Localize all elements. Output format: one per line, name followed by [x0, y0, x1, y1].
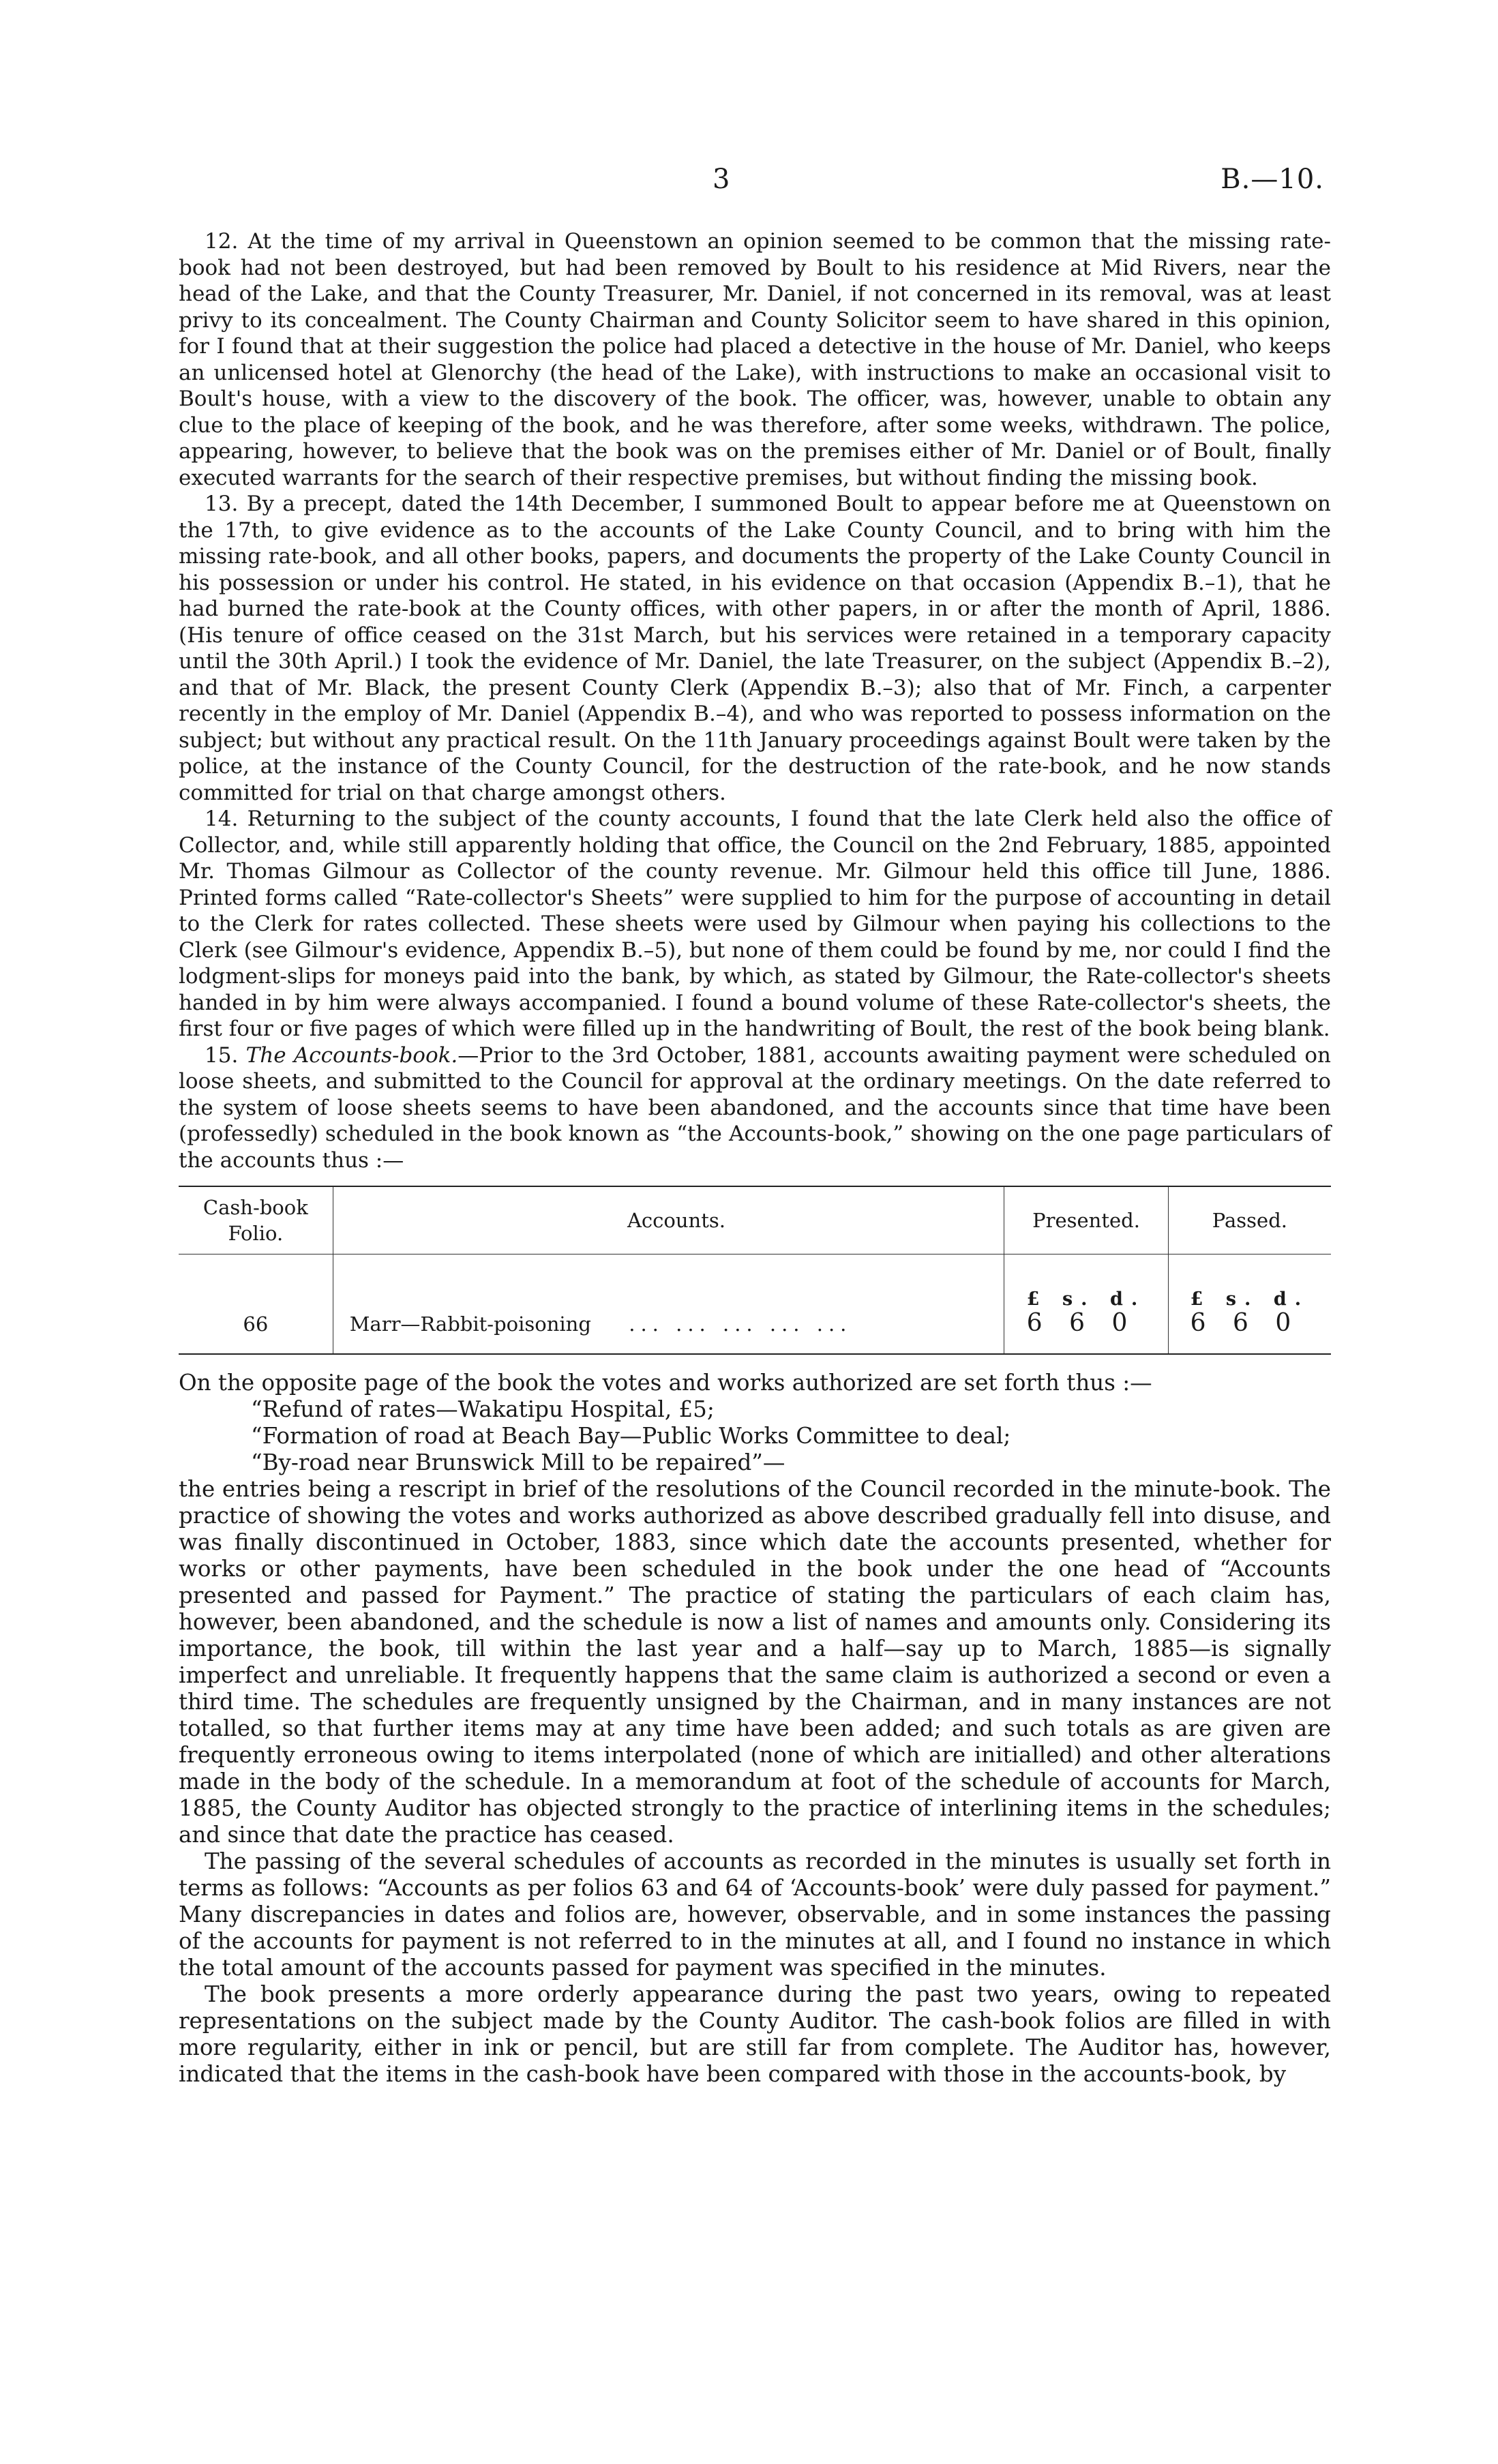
currency-units: £ s. d.	[1190, 1288, 1310, 1310]
currency-units: £ s. d.	[1026, 1288, 1146, 1310]
table-header-row	[179, 1187, 1331, 1254]
presented-value: 6 6 0	[1026, 1308, 1137, 1337]
paragraph-15-heading: The Accounts-book.	[245, 1042, 458, 1068]
continuation-block	[179, 1370, 1331, 2088]
cell-presented	[1004, 1254, 1169, 1354]
cell-passed	[1168, 1254, 1331, 1354]
accounts-table	[179, 1187, 1331, 1353]
quote-line: “Refund of rates—Wakatipu Hospital, £5;	[251, 1396, 715, 1422]
accounts-table-container	[179, 1186, 1331, 1355]
header-cash-book-folio: Cash-book Folio.	[179, 1187, 333, 1254]
after-table-intro: On the opposite page of the book the votes and works authorized are set forth thus :—	[179, 1370, 1152, 1396]
page-number: 3	[713, 164, 730, 195]
header-presented: Presented.	[1004, 1187, 1169, 1254]
account-name: Marr—Rabbit-poisoning	[349, 1312, 591, 1336]
quote-line: “By-road near Brunswick Mill to be repaired”—	[251, 1449, 785, 1475]
orderly-appearance-paragraph: The book presents a more orderly appearance during the past two years, owing to repeated representations on the subject made by the County Auditor. The cash-book folios are filled in with more regularity, either in ink or pencil, but are still far from complete. The Auditor has, however, indicated that the items in the cash-book have been compared with those in the accounts-book, by	[179, 1981, 1331, 2087]
passed-value: 6 6 0	[1190, 1308, 1301, 1337]
quote-line: “Formation of road at Beach Bay—Public Works Committee to deal;	[251, 1423, 1011, 1449]
accounts-passing-paragraph: The passing of the several schedules of accounts as recorded in the minutes is usually set forth in terms as follows: “Accounts as per folios 63 and 64 of ‘Accounts-book’ were duly passed for payment.” Many discrepancies in dates and folios are, however, observable, and in some instances the passing of the accounts for payment is not referred to in the minutes at all, and I found no instance in which the total amount of the accounts passed for payment was specified in the minutes.	[179, 1848, 1331, 1981]
presented-amount	[1027, 1289, 1145, 1337]
paragraph-14: 14. Returning to the subject of the county accounts, I found that the late Clerk held also the office of Collector, and, while still apparently holding that office, the Council on the 2nd February, 1885, appointed Mr. Thomas Gilmour as Collector of the county revenue. Mr. Gilmour held this office till June, 1886. Printed forms called “Rate-collector's Sheets” were supplied to him for the purpose of accounting in detail to the Clerk for rates collected. These sheets were used by Gilmour when paying his collections to the Clerk (see Gilmour's evidence, Appendix B.–5), but none of them could be found by me, nor could I find the lodgment-slips for moneys paid into the bank, by which, as stated by Gilmour, the Rate-collector's sheets handed in by him were always accompanied. I found a bound volume of these Rate-collector's sheets, the first four or five pages of which were filled up in the handwriting of Boult, the rest of the book being blank.	[179, 807, 1331, 1041]
paragraph-15-text: —Prior to the 3rd October, 1881, accounts awaiting payment were scheduled on loose sheets, and submitted to the Council for approval at the ordinary meetings. On the date referred to the system of loose sheets seems to have been abandoned, and the accounts since that time have been (professedly) scheduled in the book known as “the Accounts-book,” showing on the one page particulars of the accounts thus :—	[179, 1042, 1332, 1173]
continuation-paragraph: the entries being a rescript in brief of the resolutions of the Council recorded in the minute-book. The practice of showing the votes and works authorized as above described gradually fell into disuse, and was finally discontinued in October, 1883, since which date the accounts presented, whether for works or other payments, have been scheduled in the book under the one head of “Accounts presented and passed for Payment.” The practice of stating the particulars of each claim has, however, been abandoned, and the schedule is now a list of names and amounts only. Considering its importance, the book, till within the last year and a half—say up to March, 1885—is signally imperfect and unreliable. It frequently happens that the same claim is authorized a second or even a third time. The schedules are frequently unsigned by the Chairman, and in many instances are not totalled, so that further items may at any time have been added; and such totals as are given are frequently erroneous owing to items interpolated (none of which are initialled) and other alterations made in the body of the schedule. In a memorandum at foot of the schedule of accounts for March, 1885, the County Auditor has objected strongly to the practice of interlining items in the schedules; and since that date the practice has ceased.	[179, 1476, 1331, 1848]
cell-folio: 66	[243, 1312, 269, 1336]
paragraph-15-number: 15.	[205, 1042, 239, 1068]
page-body	[179, 228, 1331, 2088]
paragraph-12: 12. At the time of my arrival in Queenstown an opinion seemed to be common that the missing rate-book had not been destroyed, but had been removed by Boult to his residence at Mid Rivers, near the head of the Lake, and that the County Treasurer, Mr. Daniel, if not concerned in its removal, was at least privy to its concealment. The County Chairman and County Solicitor seem to have shared in this opinion, for I found that at their suggestion the police had placed a detective in the house of Mr. Daniel, who keeps an unlicensed hotel at Glenorchy (the head of the Lake), with instructions to make an occasional visit to Boult's house, with a view to the discovery of the book. The officer, was, however, unable to obtain any clue to the place of keeping of the book, and he was therefore, after some weeks, withdrawn. The police, appearing, however, to believe that the book was on the premises either of Mr. Daniel or of Boult, finally executed warrants for the search of their respective premises, but without finding the missing book.	[179, 229, 1331, 490]
passed-amount	[1190, 1289, 1309, 1337]
leader-dots: ... ... ... ... ...	[629, 1312, 852, 1336]
header-passed: Passed.	[1168, 1187, 1331, 1254]
table-row	[179, 1254, 1331, 1354]
cell-account	[333, 1254, 1004, 1354]
page-header	[0, 164, 1498, 205]
document-reference: B.—10.	[1220, 164, 1324, 195]
paragraph-15	[179, 1042, 1331, 1174]
header-accounts: Accounts.	[333, 1187, 1004, 1254]
paragraph-13: 13. By a precept, dated the 14th December, I summoned Boult to appear before me at Queenstown on the 17th, to give evidence as to the accounts of the Lake County Council, and to bring with him the missing rate-book, and all other books, papers, and documents the property of the Lake County Council in his possession or under his control. He stated, in his evidence on that occasion (Appendix B.–1), that he had burned the rate-book at the County offices, with other papers, in or after the month of April, 1886. (His tenure of office ceased on the 31st March, but his services were retained in a temporary capacity until the 30th April.) I took the evidence of Mr. Daniel, the late Treasurer, on the subject (Appendix B.–2), and that of Mr. Black, the present County Clerk (Appendix B.–3); also that of Mr. Finch, a carpenter recently in the employ of Mr. Daniel (Appendix B.–4), and who was reported to possess information on the subject; but without any practical result. On the 11th January proceedings against Boult were taken by the police, at the instance of the County Council, for the destruction of the rate-book, and he now stands committed for trial on that charge amongst others.	[179, 492, 1331, 805]
